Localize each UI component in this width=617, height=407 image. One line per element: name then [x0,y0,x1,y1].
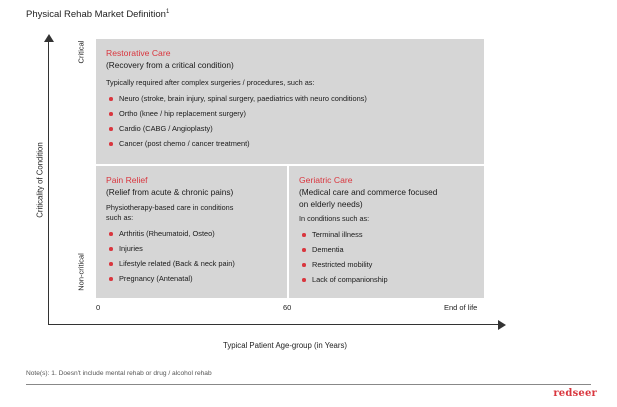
bullet-icon [109,262,113,266]
x-axis-arrow-icon [498,320,506,330]
bullet-icon [302,278,306,282]
list-item: Cardio (CABG / Angioplasty) [106,121,474,136]
restorative-care-list [106,91,474,151]
footnote: Note(s): 1. Doesn't include mental rehab or drug / alcohol rehab [26,370,212,377]
page-title: Physical Rehab Market Definition$^1$ [26,9,170,21]
x-axis-title: Typical Patient Age-group (in Years) [223,341,347,350]
bullet-icon [302,263,306,267]
pain-relief-intro: Physiotherapy-based care in conditions such as: [106,203,234,222]
bullet-icon [109,112,113,116]
list-item: Lack of companionship [299,272,474,287]
list-item: Lifestyle related (Back & neck pain) [106,256,277,271]
pain-relief-list [106,226,277,286]
bullet-icon [109,277,113,281]
geriatric-care-intro: In conditions such as: [299,214,370,223]
geriatric-care-title: Geriatric Care [299,175,353,185]
redseer-logo: redseer [553,388,597,399]
list-item: Arthritis (Rheumatoid, Osteo) [106,226,277,241]
x-tick-60: 60 [283,303,292,312]
x-tick-end-of-life: End of life [444,303,478,312]
title-footnote-marker: 1 [165,9,170,15]
y-label-non-critical: Non-critical [76,253,86,291]
footer-divider [26,384,591,385]
list-item: Terminal illness [299,227,474,242]
bullet-icon [109,142,113,146]
list-item: Neuro (stroke, brain injury, spinal surgery, paediatrics with neuro conditions) [106,91,474,106]
restorative-care-intro: Typically required after complex surgeries / procedures, such as: [106,78,315,87]
x-tick-0: 0 [96,303,101,312]
pain-relief-subtitle: (Relief from acute & chronic pains) [106,187,234,197]
restorative-care-box [96,39,484,164]
y-label-critical: Critical [76,40,86,64]
list-item: Dementia [299,242,474,257]
list-item: Cancer (post chemo / cancer treatment) [106,136,474,151]
restorative-care-title: Restorative Care [106,48,171,58]
geriatric-care-subtitle: (Medical care and commerce focused on elderly needs) [299,187,438,209]
y-axis-arrow-icon [44,34,54,42]
bullet-icon [302,233,306,237]
list-item: Pregnancy (Antenatal) [106,271,277,286]
bullet-icon [109,127,113,131]
geriatric-care-list [299,227,474,287]
bullet-icon [109,232,113,236]
x-axis-line [48,324,500,325]
list-item: Restricted mobility [299,257,474,272]
bullet-icon [109,97,113,101]
pain-relief-title: Pain Relief [106,175,148,185]
geriatric-care-box [289,166,484,298]
restorative-care-subtitle: (Recovery from a critical condition) [106,60,234,70]
y-axis-line [48,40,49,325]
pain-relief-box [96,166,287,298]
y-axis-title: Criticality of Condition [35,142,45,218]
bullet-icon [109,247,113,251]
list-item: Injuries [106,241,277,256]
list-item: Ortho (knee / hip replacement surgery) [106,106,474,121]
bullet-icon [302,248,306,252]
